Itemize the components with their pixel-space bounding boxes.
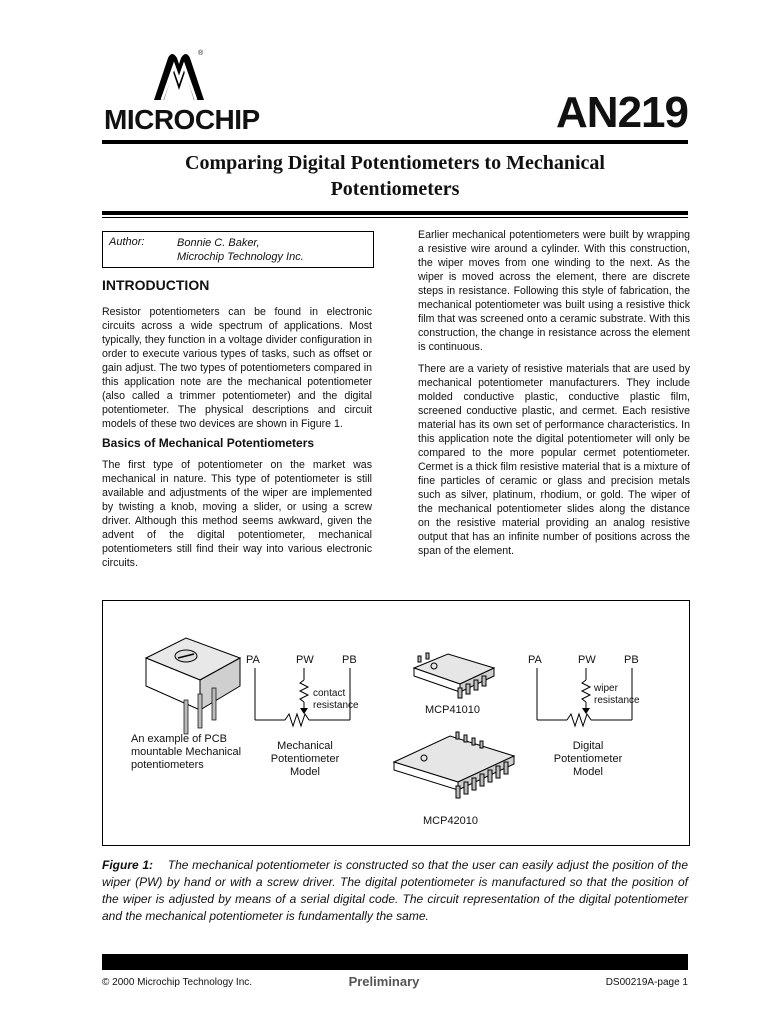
introduction-heading: INTRODUCTION	[102, 277, 210, 293]
digital-caption-line-3: Model	[573, 766, 603, 778]
digital-model-caption	[543, 740, 633, 779]
pcb-caption-line-1: An example of PCB	[131, 733, 227, 745]
footer-page-number: DS00219A-page 1	[605, 977, 688, 988]
mech-caption-line-2: Potentiometer	[270, 753, 340, 765]
pcb-caption	[131, 733, 241, 772]
pcb-caption-line-2: mountable Mechanical	[131, 746, 242, 758]
digital-caption-line-1: Digital	[572, 740, 604, 752]
title-line-1: Comparing Digital Potentiometers to Mechanical	[185, 152, 605, 174]
pcb-caption-line-3: potentiometers	[131, 759, 204, 771]
mech-caption-line-3: Model	[290, 766, 320, 778]
introduction-text: Resistor potentiometers can be found in electronic circuits across a wide spectrum of applications. Most typically, they function in a voltage divider configuration in order to execute various types of tasks, such as offset or gain adjust. The two types of potentiometers compared in this application note are the mechanical potentiometer (also called a trimmer potentiometer) and the digital potentiometer. The physical descriptions and circuit models of these two devices are shown in Figure 1.	[102, 306, 372, 430]
microchip-logo-icon	[150, 50, 208, 102]
contact-label-line-2: resistance	[313, 700, 359, 711]
footer-status: Preliminary	[348, 974, 420, 989]
header-rule	[102, 140, 688, 144]
footer-copyright: © 2000 Microchip Technology Inc.	[102, 977, 253, 988]
digital-pa-label: PA	[528, 654, 542, 666]
mech-pa-label: PA	[246, 654, 260, 666]
footer-bar	[102, 954, 688, 970]
digital-caption-line-2: Potentiometer	[553, 753, 623, 765]
title-line-2: Potentiometers	[330, 178, 460, 200]
title-rule-thin	[102, 217, 688, 218]
mech-pw-label: PW	[296, 654, 314, 666]
trimmer-potentiometer-icon	[140, 628, 250, 738]
page-title	[102, 150, 688, 202]
digital-pw-label: PW	[578, 654, 596, 666]
brand-name: MICROCHIP	[104, 104, 260, 135]
contact-resistance-label	[313, 688, 359, 712]
mech-pb-label: PB	[342, 654, 357, 666]
mcp42010-chip-icon	[388, 728, 520, 802]
wiper-label-line-2: resistance	[594, 695, 640, 706]
title-rule-thick	[102, 211, 688, 215]
mechanical-model-caption	[260, 740, 350, 779]
author-details	[177, 236, 304, 264]
contact-label-line-1: contact	[313, 688, 346, 699]
author-label: Author:	[109, 236, 145, 248]
author-name: Bonnie C. Baker,	[177, 237, 260, 249]
figure-caption-lead: Figure 1:	[102, 858, 154, 872]
mech-caption-line-1: Mechanical	[277, 740, 333, 752]
mcp41010-chip-icon	[408, 648, 500, 700]
wiper-label-line-1: wiper	[594, 683, 618, 694]
document-number: AN219	[556, 88, 688, 137]
figure-caption-text: The mechanical potentiometer is constructed so that the user can easily adjust the position of the wiper (PW) by hand or with a screw driver. The digital potentiometer is manufactured so that the position of the wiper is adjusted by means of a serial digital code. The circuit representation of the digital potentiometer and the mechanical potentiometer is fundamentally the same.	[102, 858, 689, 923]
mcp41010-label: MCP41010	[425, 704, 481, 716]
basics-heading: Basics of Mechanical Potentiometers	[102, 436, 315, 450]
right-paragraph-1: Earlier mechanical potentiometers were built by wrapping a resistive wire around a cylinder. With this construction, the wiper moves from one winding to the next. As the wiper is moved across the element, there are discrete steps in resistance. Following this style of fabrication, the mechanical potentiometer was built using a resistive thick film that was screened onto a ceramic substrate. With this construction, the change in resistance across the element is continuous.	[418, 229, 690, 353]
author-box	[102, 231, 374, 268]
right-paragraph-2: There are a variety of resistive materials that are used by mechanical potentiometer manufacturers. They include molded conductive plastic, conductive plastic film, screened conductive plastic, and cermet. Each resistive material has its own set of performance characteristics. In this application note the digital potentiometer will only be compared to the more popular cermet potentiometer. Cermet is a thick film resistive material that is a mixture of fine particles of ceramic or glass and precision metals such as silver, platinum, rhodium, or gold. The wiper of the mechanical potentiometer slides along the distance on the resistive material providing an analog resistive output that has an infinite number of positions across the span of the element.	[418, 363, 690, 557]
author-company: Microchip Technology Inc.	[177, 251, 304, 263]
trademark-mark: ®	[198, 50, 204, 57]
mcp42010-label: MCP42010	[423, 815, 479, 827]
digital-pb-label: PB	[624, 654, 639, 666]
figure-caption	[102, 857, 688, 925]
wiper-resistance-label	[594, 683, 640, 707]
basics-text: The first type of potentiometer on the market was mechanical in nature. This type of potentiometer is still available and adjustments of the wiper are implemented by twisting a knob, moving a slider, or using a screw driver. Although this method seems awkward, given the advent of the digital potentiometer, mechanical potentiometers still find their way into various electronic circuits.	[102, 459, 372, 569]
